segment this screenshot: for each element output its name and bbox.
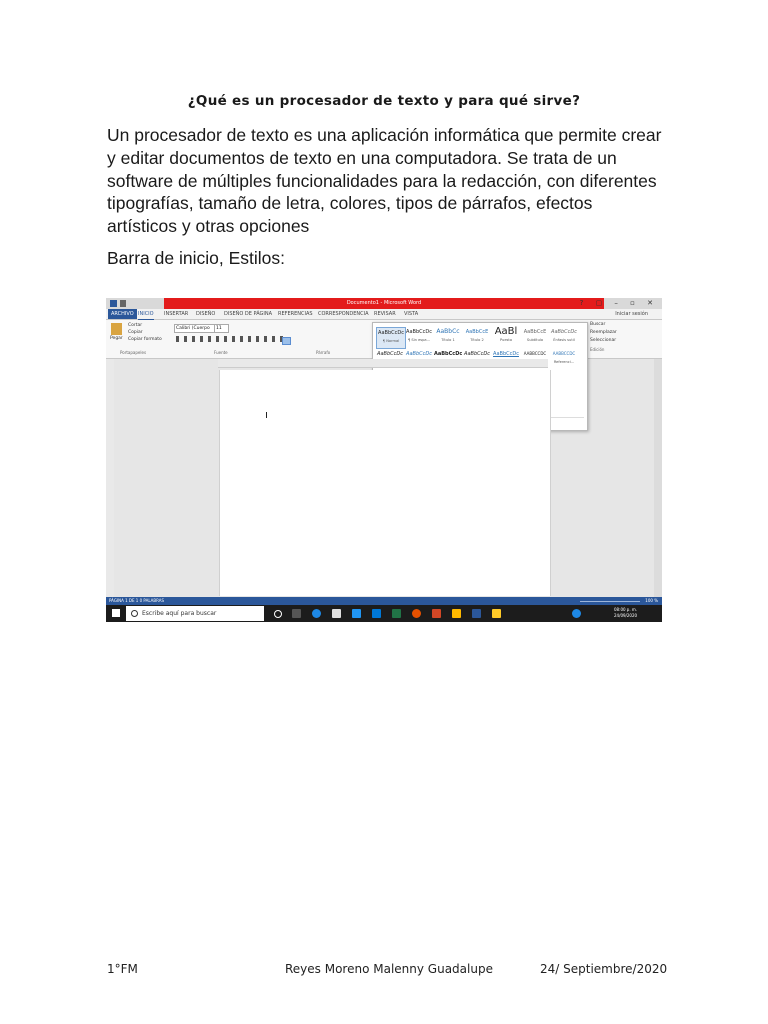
search-icon <box>131 610 138 617</box>
status-text: PÁGINA 1 DE 1 0 PALABRAS <box>109 598 165 603</box>
paragraph-group-label: Párrafo <box>316 350 331 355</box>
copy-label: Copiar <box>128 330 143 335</box>
document-paragraph: Un procesador de texto es una aplicación informática que permite crear y editar documentos de texto en una computadora. Se trata de un software de múltiples funcionalidades para la redacción, con diferentes tipografías, tamaño de letra, colores, tipos de párrafos, efectos artísticos y otras opciones <box>107 125 662 237</box>
style-normal: AaBbCcDc ¶ Normal <box>376 327 406 349</box>
ribbon-tabs <box>106 309 662 320</box>
vertical-ruler <box>106 359 114 597</box>
replace-button: Reemplazar <box>590 330 617 335</box>
photos-icon <box>452 609 461 618</box>
style-strong: AaBbCcDc <box>434 351 463 357</box>
paste-label: Pegar <box>110 336 123 341</box>
vertical-scrollbar <box>654 359 662 597</box>
status-bar <box>106 597 662 605</box>
document-caption: Barra de inicio, Estilos: <box>107 248 285 268</box>
tab-diseno-pagina: DISEÑO DE PÁGINA <box>224 311 273 317</box>
word-screenshot <box>106 298 662 622</box>
windows-taskbar <box>106 605 662 622</box>
task-view-icon <box>292 609 301 618</box>
powerpoint-icon <box>432 609 441 618</box>
tab-archivo: ARCHIVO <box>108 309 137 319</box>
sign-in-link: Iniciar sesión <box>615 311 648 317</box>
style-heading-2: AaBbCcE Título 2 <box>465 329 489 342</box>
style-title: AaBl Puesto <box>494 326 518 342</box>
style-emphasis: AaBbCcDc <box>377 351 403 357</box>
word-title-bar <box>106 298 662 309</box>
find-button: Buscar <box>590 322 606 327</box>
horizontal-ruler <box>218 359 548 368</box>
document-title: ¿Qué es un procesador de texto y para qué sirve? <box>187 93 581 109</box>
store-icon <box>332 609 341 618</box>
cut-label: Cortar <box>128 323 143 328</box>
editing-group <box>590 322 617 352</box>
app-icon <box>352 609 361 618</box>
word-taskbar-icon <box>472 609 481 618</box>
footer-group: 1°FM <box>107 962 138 976</box>
font-group-label: Fuente <box>214 350 228 355</box>
mail-icon <box>372 609 381 618</box>
window-title: Documento1 - Microsoft Word <box>346 300 422 306</box>
tab-referencias: REFERENCIAS <box>278 311 313 317</box>
system-clock <box>614 607 637 619</box>
align-left-icon <box>282 337 291 345</box>
style-heading-1: AaBbCc Título 1 <box>436 328 460 342</box>
font-name-box: Calibri (Cuerpo <box>174 324 215 333</box>
tab-diseno: DISEÑO <box>196 311 216 317</box>
cortana-icon <box>274 610 282 618</box>
clipboard-group-label: Portapapeles <box>120 350 147 355</box>
footer-author: Reyes Moreno Malenny Guadalupe <box>285 962 493 976</box>
clock-time: 08:00 p. m. <box>614 607 638 612</box>
style-subtle-emphasis: AaBbCcDc Énfasis sutil <box>551 329 577 342</box>
clock-date: 24/09/2020 <box>614 613 638 618</box>
tab-vista: VISTA <box>404 311 419 317</box>
editing-group-label: Edición <box>590 347 605 352</box>
tab-revisar: REVISAR <box>374 311 396 317</box>
font-size-box: 11 <box>214 324 229 333</box>
window-controls: ? ▢ – ▫ ✕ <box>579 299 658 307</box>
footer-date: 24/ Septiembre/2020 <box>540 962 668 976</box>
style-subtle-reference: AABBCCDC <box>523 351 547 356</box>
document-page <box>219 370 551 596</box>
excel-icon <box>392 609 401 618</box>
font-format-icons <box>176 336 286 342</box>
style-intense-emphasis: AaBbCcDc <box>406 351 432 357</box>
style-no-spacing: AaBbCcDc ¶ Sin espa... <box>406 329 432 342</box>
zoom-level: 100 % <box>645 598 658 603</box>
explorer-icon <box>492 609 501 618</box>
tab-inicio: INICIO <box>138 309 154 320</box>
style-subtitle: AaBbCcE Subtítulo <box>523 329 547 342</box>
edge-icon <box>312 609 321 618</box>
tray-icon <box>572 609 581 618</box>
tab-insertar: INSERTAR <box>164 311 189 317</box>
select-button: Seleccionar <box>590 338 617 343</box>
paste-icon <box>111 323 122 335</box>
windows-start-icon <box>112 609 120 617</box>
format-painter-label: Copiar formato <box>128 337 162 342</box>
style-quote: AaBbCcDc <box>464 351 490 357</box>
zoom-slider <box>580 601 640 602</box>
tab-correspondencia: CORRESPONDENCIA <box>318 311 369 317</box>
taskbar-search <box>126 606 264 621</box>
text-cursor <box>266 412 267 418</box>
style-intense-reference: AABBCCDC Referenci... <box>552 351 576 364</box>
chrome-icon <box>412 609 421 618</box>
taskbar-search-placeholder: Escribe aquí para buscar <box>142 610 217 617</box>
style-intense-quote: AaBbCcDc <box>493 351 519 357</box>
